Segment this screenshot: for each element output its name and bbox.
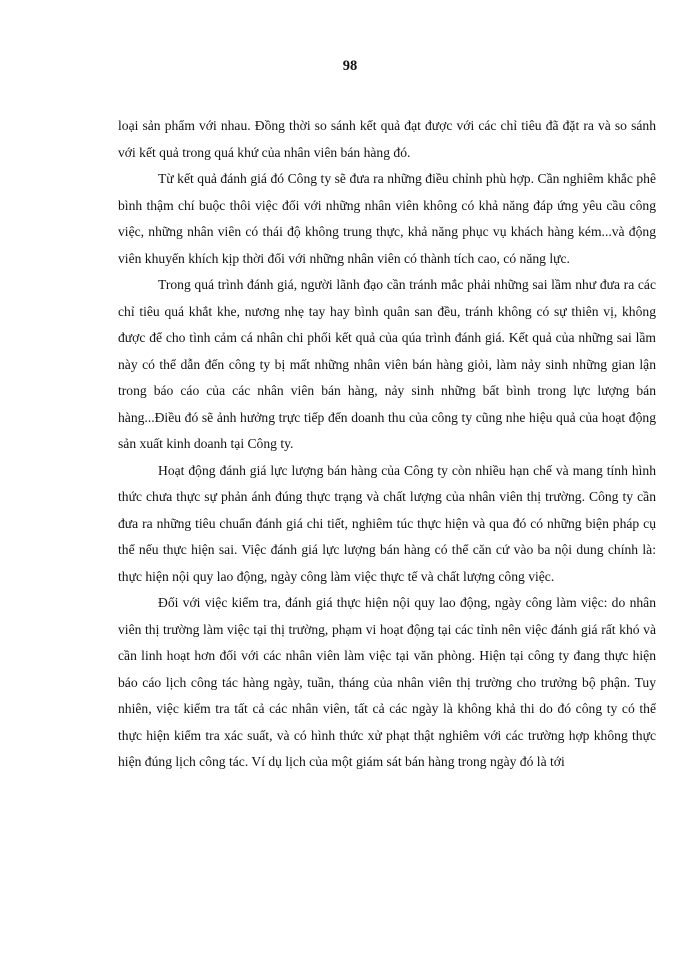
- paragraph-evaluation-limitations: Hoạt động đánh giá lực lượng bán hàng của Công ty còn nhiều hạn chế và mang tính hình thức chưa thực sự phản ánh đúng thực trạng và chất lượng của nhân viên thị trường. Công ty cần đưa ra những tiêu chuẩn đánh giá chi tiết, nghiêm túc thực hiện và qua đó có những biện pháp cụ thể nếu thực hiện sai. Việc đánh giá lực lượng bán hàng có thể căn cứ vào ba nội dung chính là: thực hiện nội quy lao động, ngày công làm việc thực tế và chất lượng công việc.: [118, 462, 656, 584]
- paragraph-adjustments: Từ kết quả đánh giá đó Công ty sẽ đưa ra những điều chỉnh phù hợp. Cần nghiêm khắc phê bình thậm chí buộc thôi việc đối với những nhân viên không có khả năng đáp ứng yêu cầu công việc, những nhân viên có thái độ không trung thực, khả năng phục vụ khách hàng kém...và động viên khuyến khích kịp thời đối với những nhân viên có thành tích cao, có năng lực.: [118, 171, 656, 266]
- paragraph-evaluation-mistakes: Trong quá trình đánh giá, người lãnh đạo cần tránh mắc phải những sai lầm như đưa ra các chỉ tiêu quá khắt khe, nương nhẹ tay hay bình quân san đều, tránh không có sự thiên vị, không được để cho tình cảm cá nhân chi phối kết quả của qúa trình đánh giá. Kết quả của những sai lầm này có thể dẫn đến công ty bị mất những nhân viên bán hàng giỏi, làm nảy sinh những gian lận trong báo cáo của các nhân viên bán hàng, nảy sinh những bất bình trong lực lượng bán hàng...Điều đó sẽ ảnh hưởng trực tiếp đến doanh thu của công ty cũng nhe hiệu quả của hoạt động sản xuất kinh doanh tại Công ty.: [118, 277, 656, 451]
- page-number: 98: [342, 58, 358, 74]
- body-text: [118, 113, 656, 776]
- paragraph-continuation: loại sản phẩm với nhau. Đồng thời so sánh kết quả đạt được với các chỉ tiêu đã đặt ra và so sánh với kết quả trong quá khứ của nhân viên bán hàng đó.: [118, 118, 656, 160]
- paragraph-labor-rules: Đối với việc kiểm tra, đánh giá thực hiện nội quy lao động, ngày công làm việc: do nhân viên thị trường làm việc tại thị trường, phạm vi hoạt động tại các tỉnh nên việc đánh giá rất khó và cần linh hoạt hơn đối với các nhân viên làm việc tại văn phòng. Hiện tại công ty đang thực hiện báo cáo lịch công tác hàng ngày, tuần, tháng của nhân viên thị trường cho trưởng bộ phận. Tuy nhiên, việc kiểm tra tất cả các nhân viên, tất cả các ngày là không khả thi do đó công ty có thể thực hiện kiểm tra xác suất, và có hình thức xử phạt thật nghiêm với các trường hợp không thực hiện đúng lịch công tác. Ví dụ lịch của một giám sát bán hàng trong ngày đó là tới: [118, 595, 656, 769]
